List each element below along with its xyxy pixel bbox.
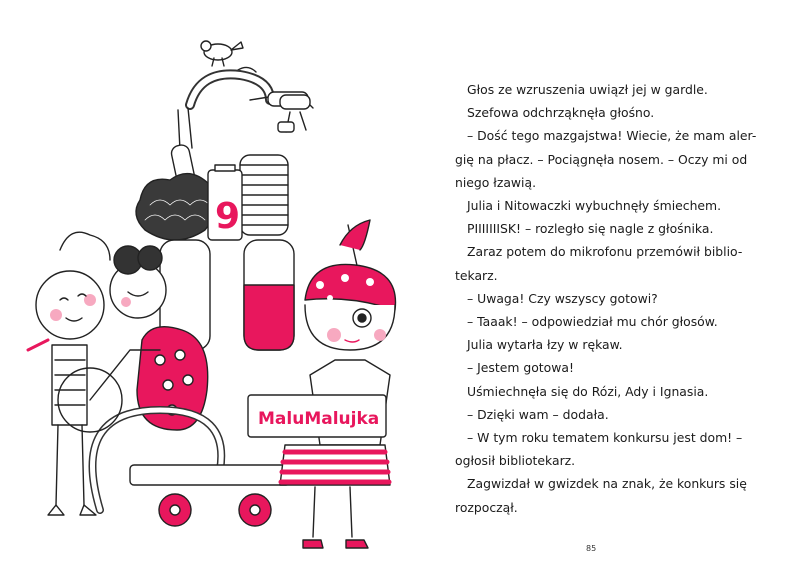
text-line: Zagwizdał w gwizdek na znak, że konkurs się: [467, 476, 747, 492]
text-line: tekarz.: [455, 267, 498, 283]
text-line: Julia i Nitowaczki wybuchnęły śmiechem.: [467, 198, 722, 214]
text-line: – Uwaga! Czy wszyscy gotowi?: [467, 290, 658, 306]
text-line: – Jestem gotowa!: [467, 360, 574, 376]
text-line: Głos ze wzruszenia uwiązł jej w gardle.: [467, 82, 708, 97]
text-line: – W tym roku tematem konkursu jest dom! –: [467, 430, 743, 446]
text-line: ogłosił bibliotekarz.: [455, 453, 576, 469]
coil-stack: [240, 155, 288, 235]
text-line: Szefowa odchrząknęła głośno.: [467, 105, 655, 121]
text-line: gię na płacz. – Pociągnęła nosem. – Oczy mi od: [455, 151, 748, 167]
text-line: Julia wytarła łzy w rękaw.: [467, 337, 623, 353]
text-line: niego łzawią.: [455, 174, 537, 190]
text-line: PIIIIIIISK! – rozległo się nagle z głośnika.: [467, 221, 714, 237]
text-line: – Taaak! – odpowiedział mu chór głosów.: [467, 314, 718, 330]
tube-number: 9: [215, 196, 241, 237]
text-line: – Dość tego mazgajstwa! Wiecie, że mam aler-: [467, 128, 757, 144]
curly-girl-figure: [110, 246, 166, 318]
cart: [130, 465, 290, 526]
scarf-girl-figure: [280, 220, 396, 548]
text-line: Zaraz potem do mikrofonu przemówił biblio-: [467, 244, 743, 260]
page-number: 85: [586, 544, 597, 553]
text-line: Uśmiechnęła się do Rózi, Ady i Ignasia.: [467, 383, 709, 399]
story-text: [455, 78, 763, 519]
boy-figure: [28, 232, 110, 515]
bird-figure: [201, 41, 256, 72]
text-line: – Dzięki wam – dodała.: [467, 406, 609, 422]
dark-hair-bush: [136, 174, 216, 240]
text-line: rozpoczął.: [455, 499, 518, 515]
sign-label: MaluMalujka: [258, 409, 380, 429]
puppet-figure: [278, 95, 310, 132]
